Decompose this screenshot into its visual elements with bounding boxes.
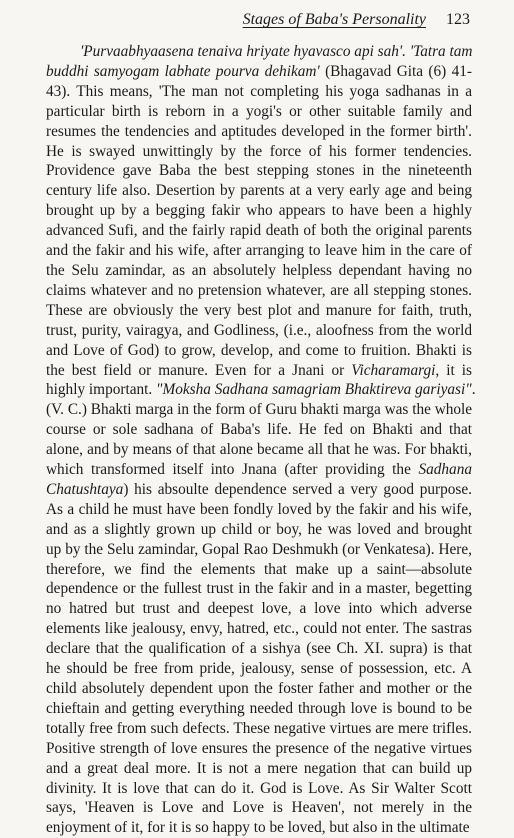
- text-line: [46, 321, 472, 341]
- text-line: [46, 639, 472, 659]
- text-line: [46, 520, 472, 540]
- text-run: and the fakir and his wife, after arranging to leave him in the care of: [46, 242, 472, 260]
- text-line: [46, 779, 472, 799]
- text-line: [46, 301, 472, 321]
- text-line: [46, 818, 472, 838]
- text-line: [46, 181, 472, 201]
- text-run: .: [471, 381, 476, 399]
- text-line: [46, 62, 472, 82]
- text-line: [46, 659, 472, 679]
- text-run: (Bhagavad Gita (6) 41-: [319, 62, 472, 80]
- text-run: totally free from such defects. These negative virtues are mere trifles.: [46, 719, 472, 737]
- text-run: claims whatever and no pretension whatever, are all stepping stones.: [46, 281, 472, 299]
- text-run: resumes the tendencies and aptitudes developed in the former birth'.: [46, 122, 472, 140]
- text-run: highly important.: [46, 381, 157, 399]
- text-run: trust, purity, vairagya, and Godliness, (i.e., aloofness from the world: [46, 321, 472, 339]
- text-line: [46, 579, 472, 599]
- text-line: [46, 420, 472, 440]
- text-run: says, 'Heaven is Love and Love is Heaven', not merely in the: [46, 799, 472, 817]
- text-line: [46, 142, 472, 162]
- text-run: advanced Sufi, and the fairly rapid death of both the original parents: [46, 222, 472, 240]
- text-run: As a child he must have been fondly loved by the fakir and his wife,: [46, 500, 472, 518]
- italic-text-run: 'Purvaabhyaasena tenaiva hriyate hyavasco api sah'. 'Tatra tam: [80, 43, 473, 60]
- text-line: [46, 341, 472, 361]
- body-paragraph: [46, 42, 476, 838]
- page-number: 123: [446, 11, 470, 28]
- text-line: [46, 281, 472, 301]
- text-run: declare that the qualification of a sishya (see Ch. XI. supra) is that: [46, 640, 472, 658]
- text-run: which transformed itself into Jnana (after providing the: [46, 461, 419, 479]
- text-line: [46, 500, 472, 520]
- text-run: and a great deal more. It is not a mere negation that can build up: [46, 759, 472, 777]
- text-run: course or sole sadhana of Baba's life. He fed on Bhakti and that: [46, 421, 472, 439]
- text-line: [46, 460, 472, 480]
- text-line: [46, 619, 472, 639]
- text-line: [46, 221, 472, 241]
- text-line: [46, 739, 472, 759]
- text-run: elements like jealousy, envy, hatred, etc., could not enter. The sastras: [46, 620, 472, 638]
- text-line: [46, 82, 472, 102]
- text-run: brought up by a begging fakir who appears to have been a highly: [46, 202, 472, 220]
- italic-text-run: Chatushtaya: [46, 480, 124, 498]
- text-line: [46, 102, 472, 122]
- text-line: [46, 400, 472, 420]
- text-run: enjoyment of it, for it is so happy to be loved, but also in the ultimate: [46, 819, 470, 837]
- text-run: dependence or the fullest trust in the fakir and in a master, begetting: [46, 580, 472, 598]
- text-run: the best field or manure. Even for a Jnani or: [46, 361, 352, 379]
- text-run: chieftain and getting everything needed through love is bound to be: [46, 699, 472, 717]
- text-line: [46, 380, 476, 400]
- italic-text-run: buddhi samyogam labhate pourva dehikam': [46, 62, 320, 80]
- text-line: [46, 440, 472, 460]
- text-run: ) his absoulte dependence served a very good purpose.: [123, 480, 472, 498]
- text-run: divinity. It is love that can do it. God is Love. As Sir Walter Scott: [46, 779, 472, 797]
- text-line: [46, 719, 472, 739]
- text-run: , it is: [435, 361, 472, 379]
- text-run: the Selu zamindar, as an absolutely helpless dependant having no: [46, 261, 472, 279]
- text-run: (V. C.) Bhakti marga in the form of Guru bhakti marga was the whole: [46, 401, 473, 419]
- text-run: alone, and by means of that alone became all that he was. For bhakti,: [46, 441, 472, 459]
- text-run: and as a slightly grown up child or boy, he was loved and brought: [46, 520, 472, 538]
- text-line: [46, 699, 472, 719]
- running-head: Stages of Baba's Personality: [242, 11, 426, 28]
- text-line: [46, 599, 472, 619]
- text-line: [46, 161, 472, 181]
- text-line: [46, 540, 472, 560]
- text-run: and Love of God) to grow, develop, and come to fruition. Bhakti is: [46, 341, 472, 359]
- text-run: 43). This means, 'The man not completing his yoga sadhanas in a: [46, 82, 472, 100]
- text-line: [46, 560, 472, 580]
- text-run: Providence gave Baba the best stepping stones in the nineteenth: [46, 162, 472, 180]
- text-line: [46, 361, 472, 381]
- text-run: therefore, we find the elements that make up a saint—absolute: [46, 560, 472, 578]
- text-line: [46, 122, 472, 142]
- text-line: [46, 798, 472, 818]
- text-line: [46, 241, 472, 261]
- text-line: [46, 261, 472, 281]
- text-run: He is swayed unwittingly by the force of his former tendencies.: [46, 142, 472, 160]
- text-run: up by the Selu zamindar, Gopal Rao Deshmukh (or Venkatesa). Here,: [46, 540, 472, 558]
- italic-text-run: Vicharamargi: [351, 361, 436, 379]
- text-line: [46, 480, 472, 500]
- text-run: Positive strength of love ensures the presence of the negative virtues: [46, 739, 472, 757]
- italic-text-run: "Moksha Sadhana samagriam Bhaktireva gariyasi": [156, 381, 472, 399]
- text-run: century life also. Desertion by parents at a very early age and being: [46, 182, 472, 200]
- text-line: [46, 42, 472, 62]
- text-line: [46, 679, 472, 699]
- text-run: child absolutely dependent upon the foster father and mother or the: [46, 680, 472, 697]
- text-run: These are obviously the very best plot and manure for faith, truth,: [46, 301, 472, 319]
- text-line: [46, 201, 472, 221]
- text-run: particular birth is reborn in a yogi's or other suitable family and: [46, 102, 472, 120]
- italic-text-run: Sadhana: [418, 461, 472, 479]
- text-run: no hatred but trust and deepest love, a love into which adverse: [46, 600, 472, 618]
- text-run: he should be free from pride, jealousy, sense of possession, etc. A: [46, 660, 472, 678]
- text-line: [46, 759, 472, 779]
